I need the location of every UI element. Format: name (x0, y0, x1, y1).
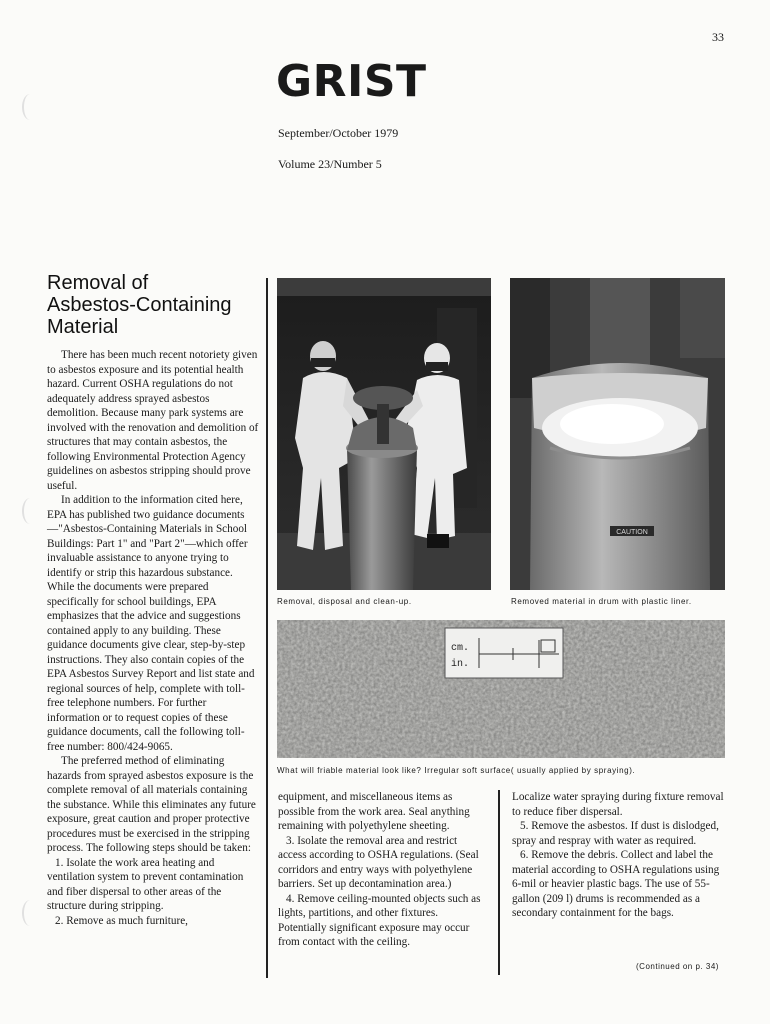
article-column-1 (47, 348, 259, 928)
paragraph: There has been much recent notoriety given to asbestos exposure and its potential health hazard. Current OSHA regulations do not adequately address sprayed asbestos demolition. Because many park systems are involved with the renovation and demolition of structures that may contain asbestos, the following Environmental Protection Agency guidelines on asbestos stripping should prove useful. (47, 349, 259, 492)
binder-hole-mark (22, 900, 38, 926)
paragraph: In addition to the information cited here, EPA has published two guidance documents—"Asbestos-Containing Materials in School Buildings: Part 1" and "Part 2"—which offer invaluable assistance to anyone trying to identify or strip this hazardous substance. While the documents were prepared specifically for school buildings, EPA emphasizes that the advice and suggestions contained apply to any building. These guidance documents give clear, step-by-step instructions. They also contain copies of the EPA Asbestos Survey Report and list state and regional sources of help, complete with toll-free telephone numbers. For further information or to request copies of these guidance documents, call the following toll-free number: 800/424-9065. (47, 494, 255, 753)
column-divider (498, 790, 500, 975)
title-line: Asbestos-Containing (47, 294, 232, 316)
page-number: 33 (712, 30, 724, 44)
title-line: Removal of (47, 272, 149, 294)
issue-date: September/October 1979 (278, 126, 399, 140)
continued-note: (Continued on p. 34) (636, 962, 719, 971)
binder-hole-mark (22, 94, 38, 120)
column-divider (266, 278, 268, 978)
article-title (47, 272, 257, 338)
step-paragraph: 3. Isolate the removal area and restrict access according to OSHA regulations. (Seal corridors and entry ways with polyethylene barriers. Set up decontamination area.) (278, 834, 479, 890)
workers-photo-caption: Removal, disposal and clean-up. (277, 597, 412, 606)
article-column-3 (512, 790, 726, 921)
step-paragraph: 6. Remove the debris. Collect and label the material according to OSHA regulations using 6-mil or heavier plastic bags. The use of 55-gallon (209 l) drums is recommended as a secondary containment for the bags. (512, 849, 720, 919)
article-column-2 (278, 790, 486, 950)
step-paragraph: 1. Isolate the work area heating and ventilation system to prevent contamination and fiber dispersal to other areas of the structure during stripping. (47, 856, 244, 912)
title-line: Material (47, 316, 119, 338)
surface-photo-caption: What will friable material look like? Irregular soft surface( usually applied by spraying). (277, 766, 636, 775)
step-paragraph: 5. Remove the asbestos. If dust is dislodged, spray and respray with water as required. (512, 820, 719, 847)
binder-hole-mark (22, 498, 38, 524)
step-paragraph: 4. Remove ceiling-mounted objects such as lights, partitions, and other fixtures. Potentially significant exposure may occur from contact with the ceiling. (278, 892, 481, 948)
ruler-cm-label: cm. (451, 643, 470, 654)
paragraph: equipment, and miscellaneous items as possible from the work area. Seal anything remaining with polyethylene sheeting. (278, 791, 470, 832)
drum-photo-caption: Removed material in drum with plastic liner. (511, 597, 692, 606)
masthead: GRIST (276, 56, 427, 107)
ruler-in-label: in. (451, 659, 470, 670)
step-paragraph: 2. Remove as much furniture, (55, 914, 188, 927)
drum-photo (510, 278, 725, 590)
paragraph: Localize water spraying during fixture removal to reduce fiber dispersal. (512, 791, 724, 818)
issue-volume: Volume 23/Number 5 (278, 157, 382, 171)
drum-caution-label: CAUTION (616, 529, 648, 536)
workers-photo (277, 278, 491, 590)
paragraph: The preferred method of eliminating hazards from sprayed asbestos exposure is the complete removal of all materials containing the substance. While this eliminates any future exposure, great caution and proper protective procedures must be exercised in the stripping process. The following steps should be taken: (47, 755, 256, 854)
surface-photo (277, 620, 725, 758)
